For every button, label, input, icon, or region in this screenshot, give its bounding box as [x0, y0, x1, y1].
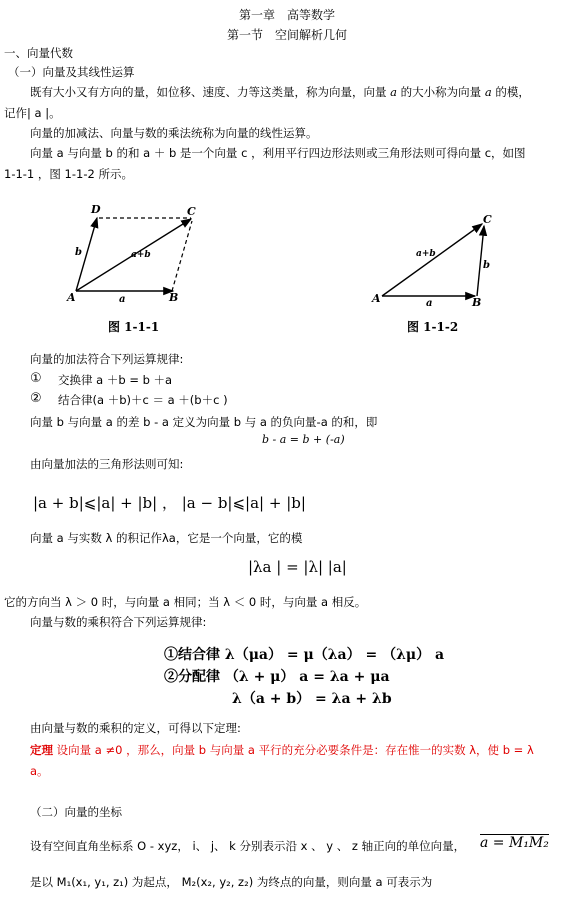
- paragraph-text: 的大小称为向量: [397, 85, 485, 99]
- law-scalar-distributive: ②分配律 （λ + μ） a = λa + μa: [164, 669, 390, 685]
- figure-parallelogram: [55, 195, 215, 305]
- vector-label-b: b: [483, 260, 490, 271]
- paragraph-theorem-intro: 由向量与数的乘积的定义，可得以下定理:: [30, 721, 241, 735]
- vector-label-b: b: [75, 247, 82, 258]
- heading-linear-ops: （一）向量及其线性运算: [8, 65, 135, 79]
- paragraph-sum: 向量 a 与向量 b 的和 a ＋ b 是一个向量 c ，利用平行四边形法则或三角形法则可得向量 c，如图: [30, 146, 526, 160]
- law-scalar-distributive-2: λ（a + b） = λa + λb: [232, 691, 392, 707]
- paragraph-text: 的模，: [491, 85, 530, 99]
- vector-sum-arrow: [382, 224, 482, 296]
- marker-1: ①: [30, 371, 42, 386]
- equation-vector-m1m2: a = M₁M₂: [480, 835, 549, 851]
- heading-vector-coordinates: （二）向量的坐标: [30, 805, 122, 819]
- math-a: a: [484, 85, 492, 99]
- paragraph-coordinate-system: 设有空间直角坐标系 O - xyz， i、 j、 k 分别表示沿 x 、 y 、 z 轴正向的单位向量，: [30, 839, 466, 853]
- theorem-label: 定理: [30, 743, 53, 757]
- point-label-B: B: [472, 296, 482, 308]
- paragraph-direction: 它的方向当 λ ＞ 0 时，与向量 a 相同；当 λ ＜ 0 时，与向量 a 相反。: [4, 595, 367, 609]
- paragraph-scalar-mult: 向量 a 与实数 λ 的积记作λa，它是一个向量，它的模: [30, 531, 303, 545]
- paragraph-definition: [30, 84, 530, 100]
- law-associative: 结合律(a ＋b)＋c ＝ a ＋(b＋c ): [58, 393, 228, 407]
- point-label-A: A: [372, 292, 381, 305]
- theorem: [30, 742, 534, 758]
- paragraph-difference: 向量 b 与向量 a 的差 b - a 定义为向量 b 与 a 的负向量-a 的和，即: [30, 415, 378, 429]
- figure-caption-1: 图 1-1-1: [108, 320, 160, 334]
- equation-modulus: |λa | = |λ| |a|: [248, 558, 347, 576]
- equation-difference: b - a = b + (-a): [262, 433, 345, 446]
- section-title: 第一节 空间解析几何: [226, 28, 347, 42]
- point-label-C: C: [187, 205, 196, 218]
- law-commutative: 交换律 a ＋b = b ＋a: [58, 373, 173, 387]
- paragraph-linear-ops: 向量的加减法、向量与数的乘法统称为向量的线性运算。: [30, 126, 318, 140]
- paragraph-triangle-rule: 由向量加法的三角形法则可知:: [30, 457, 184, 471]
- figure-triangle: [360, 210, 500, 308]
- paragraph-addition-laws: 向量的加法符合下列运算规律:: [30, 352, 184, 366]
- theorem-text: 设向量 a ≠0 ，那么，向量 b 与向量 a 平行的充分必要条件是：存在惟一的实数 λ，使 b = λ: [53, 743, 534, 757]
- vector-label-sum: a+b: [416, 249, 436, 259]
- paragraph-vector-expression: 是以 M₁(x₁, y₁, z₁) 为起点， M₂(x₂, y₂, z₂) 为终点的向量，则向量 a 可表示为: [30, 875, 433, 889]
- paragraph-notation: 记作| a |。: [4, 106, 61, 120]
- theorem-continued: a。: [30, 764, 49, 778]
- paragraph-text: 既有大小又有方向的量，如位移、速度、力等这类量，称为向量，向量: [30, 85, 391, 99]
- point-label-A: A: [67, 291, 76, 304]
- chapter-title: 第一章 高等数学: [238, 8, 335, 22]
- math-a: a: [390, 85, 398, 99]
- vector-label-sum: a+b: [131, 250, 151, 260]
- paragraph-figref: 1-1-1 ，图 1-1-2 所示。: [4, 167, 133, 181]
- vector-label-a: a: [119, 294, 126, 305]
- law-scalar-associative: ①结合律 λ（μa） = μ（λa） = （λμ） a: [164, 647, 445, 663]
- dashed-edge: [172, 221, 192, 291]
- heading-vector-algebra: 一、向量代数: [4, 46, 73, 60]
- point-label-C: C: [483, 213, 492, 226]
- marker-2: ②: [30, 391, 42, 406]
- figure-caption-2: 图 1-1-2: [407, 320, 459, 334]
- point-label-B: B: [169, 291, 179, 304]
- triangle-inequality: |a + b|⩽|a| + |b| ， |a − b|⩽|a| + |b|: [33, 494, 306, 512]
- paragraph-scalar-laws: 向量与数的乘积符合下列运算规律:: [30, 615, 207, 629]
- vector-label-a: a: [426, 298, 433, 308]
- point-label-D: D: [91, 203, 101, 216]
